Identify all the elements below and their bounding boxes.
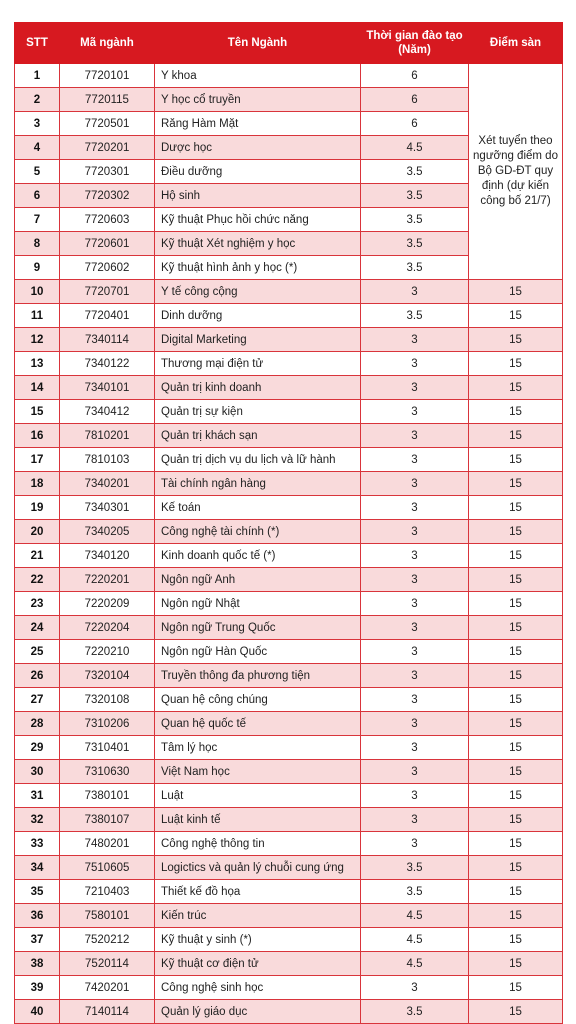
row-score: 15	[469, 760, 563, 784]
table-body	[15, 64, 563, 1024]
row-score: 15	[469, 976, 563, 1000]
row-duration: 3	[361, 688, 469, 712]
row-code: 7310630	[60, 760, 155, 784]
row-duration: 3	[361, 328, 469, 352]
row-code: 7340120	[60, 544, 155, 568]
row-name: Kỹ thuật y sinh (*)	[155, 928, 361, 952]
row-name: Công nghệ sinh học	[155, 976, 361, 1000]
row-name: Kỹ thuật cơ điện tử	[155, 952, 361, 976]
row-code: 7220209	[60, 592, 155, 616]
row-name: Quan hệ quốc tế	[155, 712, 361, 736]
row-stt: 4	[15, 136, 60, 160]
table-row	[15, 928, 563, 952]
row-duration: 3	[361, 568, 469, 592]
row-code: 7340412	[60, 400, 155, 424]
row-duration: 3	[361, 808, 469, 832]
row-code: 7720115	[60, 88, 155, 112]
row-duration: 3.5	[361, 256, 469, 280]
row-stt: 22	[15, 568, 60, 592]
row-code: 7310401	[60, 736, 155, 760]
table-row	[15, 952, 563, 976]
row-code: 7720603	[60, 208, 155, 232]
row-code: 7340122	[60, 352, 155, 376]
row-stt: 31	[15, 784, 60, 808]
row-stt: 30	[15, 760, 60, 784]
row-stt: 15	[15, 400, 60, 424]
row-stt: 37	[15, 928, 60, 952]
row-score: 15	[469, 808, 563, 832]
row-stt: 36	[15, 904, 60, 928]
row-stt: 34	[15, 856, 60, 880]
row-code: 7720602	[60, 256, 155, 280]
row-code: 7340114	[60, 328, 155, 352]
row-code: 7580101	[60, 904, 155, 928]
table-row	[15, 880, 563, 904]
row-code: 7720601	[60, 232, 155, 256]
row-duration: 3.5	[361, 856, 469, 880]
row-code: 7220210	[60, 640, 155, 664]
row-code: 7420201	[60, 976, 155, 1000]
row-name: Quan hệ công chúng	[155, 688, 361, 712]
row-name: Quản trị khách sạn	[155, 424, 361, 448]
row-name: Quản trị sự kiện	[155, 400, 361, 424]
row-score: 15	[469, 400, 563, 424]
row-score: 15	[469, 1000, 563, 1024]
row-stt: 33	[15, 832, 60, 856]
row-duration: 4.5	[361, 136, 469, 160]
row-code: 7720701	[60, 280, 155, 304]
row-duration: 4.5	[361, 952, 469, 976]
table-row	[15, 400, 563, 424]
row-score: 15	[469, 280, 563, 304]
row-code: 7520114	[60, 952, 155, 976]
row-score: 15	[469, 928, 563, 952]
table-row	[15, 784, 563, 808]
row-code: 7720201	[60, 136, 155, 160]
table-row	[15, 616, 563, 640]
row-score: 15	[469, 904, 563, 928]
row-name: Tài chính ngân hàng	[155, 472, 361, 496]
merged-score-note: Xét tuyển theo ngưỡng điểm do Bộ GD-ĐT quy định (dự kiến công bố 21/7)	[469, 64, 563, 280]
row-stt: 26	[15, 664, 60, 688]
row-code: 7720301	[60, 160, 155, 184]
row-score: 15	[469, 664, 563, 688]
row-duration: 3	[361, 376, 469, 400]
row-code: 7210403	[60, 880, 155, 904]
row-code: 7340101	[60, 376, 155, 400]
row-duration: 4.5	[361, 928, 469, 952]
header-row	[15, 23, 563, 64]
row-duration: 3	[361, 400, 469, 424]
header-stt: STT	[15, 23, 60, 64]
table-row	[15, 832, 563, 856]
admissions-table	[14, 22, 563, 1024]
table-row	[15, 712, 563, 736]
row-duration: 3	[361, 664, 469, 688]
row-duration: 3.5	[361, 232, 469, 256]
row-code: 7720101	[60, 64, 155, 88]
table-row	[15, 544, 563, 568]
row-duration: 6	[361, 112, 469, 136]
row-code: 7480201	[60, 832, 155, 856]
row-name: Y tế công cộng	[155, 280, 361, 304]
row-name: Dược học	[155, 136, 361, 160]
row-stt: 20	[15, 520, 60, 544]
row-stt: 35	[15, 880, 60, 904]
row-duration: 3	[361, 712, 469, 736]
row-code: 7720401	[60, 304, 155, 328]
row-stt: 32	[15, 808, 60, 832]
table-row	[15, 352, 563, 376]
row-score: 15	[469, 568, 563, 592]
row-name: Dinh dưỡng	[155, 304, 361, 328]
table-header	[15, 23, 563, 64]
table-row	[15, 976, 563, 1000]
row-name: Hộ sinh	[155, 184, 361, 208]
table-row	[15, 424, 563, 448]
row-score: 15	[469, 376, 563, 400]
row-name: Ngôn ngữ Nhật	[155, 592, 361, 616]
row-name: Truyền thông đa phương tiện	[155, 664, 361, 688]
row-stt: 9	[15, 256, 60, 280]
row-duration: 3.5	[361, 880, 469, 904]
row-code: 7810201	[60, 424, 155, 448]
row-name: Digital Marketing	[155, 328, 361, 352]
row-code: 7310206	[60, 712, 155, 736]
row-stt: 23	[15, 592, 60, 616]
header-name: Tên Ngành	[155, 23, 361, 64]
row-name: Ngôn ngữ Hàn Quốc	[155, 640, 361, 664]
table-row	[15, 640, 563, 664]
table-row	[15, 568, 563, 592]
row-name: Ngôn ngữ Anh	[155, 568, 361, 592]
row-stt: 8	[15, 232, 60, 256]
row-stt: 39	[15, 976, 60, 1000]
table-row	[15, 736, 563, 760]
row-stt: 5	[15, 160, 60, 184]
row-stt: 24	[15, 616, 60, 640]
table-row	[15, 328, 563, 352]
row-name: Thương mại điện tử	[155, 352, 361, 376]
row-stt: 3	[15, 112, 60, 136]
row-name: Thiết kế đồ họa	[155, 880, 361, 904]
row-score: 15	[469, 736, 563, 760]
row-duration: 3	[361, 616, 469, 640]
row-name: Ngôn ngữ Trung Quốc	[155, 616, 361, 640]
row-stt: 40	[15, 1000, 60, 1024]
row-code: 7220204	[60, 616, 155, 640]
row-duration: 3	[361, 520, 469, 544]
row-stt: 14	[15, 376, 60, 400]
row-duration: 3	[361, 640, 469, 664]
row-score: 15	[469, 784, 563, 808]
row-code: 7320108	[60, 688, 155, 712]
row-name: Luật kinh tế	[155, 808, 361, 832]
row-score: 15	[469, 688, 563, 712]
row-duration: 6	[361, 64, 469, 88]
row-score: 15	[469, 520, 563, 544]
row-score: 15	[469, 880, 563, 904]
row-duration: 3	[361, 736, 469, 760]
row-duration: 3	[361, 496, 469, 520]
table-row	[15, 64, 563, 88]
row-duration: 3	[361, 280, 469, 304]
row-stt: 10	[15, 280, 60, 304]
row-code: 7380107	[60, 808, 155, 832]
row-name: Luật	[155, 784, 361, 808]
row-name: Kỹ thuật Phục hồi chức năng	[155, 208, 361, 232]
row-duration: 3	[361, 472, 469, 496]
row-name: Kỹ thuật hình ảnh y học (*)	[155, 256, 361, 280]
row-code: 7720501	[60, 112, 155, 136]
row-stt: 19	[15, 496, 60, 520]
row-duration: 3	[361, 592, 469, 616]
row-duration: 3	[361, 424, 469, 448]
row-duration: 3	[361, 544, 469, 568]
row-score: 15	[469, 544, 563, 568]
row-duration: 3	[361, 832, 469, 856]
row-score: 15	[469, 856, 563, 880]
row-stt: 6	[15, 184, 60, 208]
table-row	[15, 280, 563, 304]
row-stt: 16	[15, 424, 60, 448]
row-score: 15	[469, 472, 563, 496]
row-stt: 13	[15, 352, 60, 376]
row-code: 7340201	[60, 472, 155, 496]
row-code: 7510605	[60, 856, 155, 880]
header-duration: Thời gian đào tạo (Năm)	[361, 23, 469, 64]
row-name: Kiến trúc	[155, 904, 361, 928]
row-score: 15	[469, 592, 563, 616]
row-name: Tâm lý học	[155, 736, 361, 760]
table-row	[15, 520, 563, 544]
table-row	[15, 496, 563, 520]
row-code: 7340301	[60, 496, 155, 520]
row-score: 15	[469, 352, 563, 376]
row-score: 15	[469, 448, 563, 472]
table-row	[15, 808, 563, 832]
row-duration: 3	[361, 784, 469, 808]
row-name: Y khoa	[155, 64, 361, 88]
table-row	[15, 904, 563, 928]
table-row	[15, 760, 563, 784]
row-score: 15	[469, 952, 563, 976]
row-stt: 29	[15, 736, 60, 760]
row-stt: 27	[15, 688, 60, 712]
admissions-table-container	[14, 22, 562, 1024]
row-duration: 3.5	[361, 208, 469, 232]
row-score: 15	[469, 640, 563, 664]
table-row	[15, 472, 563, 496]
row-stt: 21	[15, 544, 60, 568]
row-stt: 1	[15, 64, 60, 88]
row-name: Y học cổ truyền	[155, 88, 361, 112]
row-stt: 18	[15, 472, 60, 496]
row-stt: 12	[15, 328, 60, 352]
row-name: Điều dưỡng	[155, 160, 361, 184]
row-duration: 3	[361, 352, 469, 376]
row-code: 7380101	[60, 784, 155, 808]
row-duration: 3	[361, 760, 469, 784]
row-name: Quản trị dịch vụ du lịch và lữ hành	[155, 448, 361, 472]
row-duration: 3.5	[361, 184, 469, 208]
row-score: 15	[469, 496, 563, 520]
row-duration: 3.5	[361, 1000, 469, 1024]
table-row	[15, 688, 563, 712]
row-duration: 3.5	[361, 304, 469, 328]
table-row	[15, 664, 563, 688]
row-score: 15	[469, 712, 563, 736]
table-row	[15, 592, 563, 616]
row-score: 15	[469, 424, 563, 448]
row-name: Công nghệ tài chính (*)	[155, 520, 361, 544]
row-name: Răng Hàm Mặt	[155, 112, 361, 136]
row-name: Việt Nam học	[155, 760, 361, 784]
row-score: 15	[469, 304, 563, 328]
row-stt: 25	[15, 640, 60, 664]
row-duration: 3	[361, 448, 469, 472]
table-row	[15, 856, 563, 880]
table-row	[15, 1000, 563, 1024]
row-code: 7320104	[60, 664, 155, 688]
row-stt: 7	[15, 208, 60, 232]
row-code: 7720302	[60, 184, 155, 208]
row-stt: 17	[15, 448, 60, 472]
row-name: Kỹ thuật Xét nghiệm y học	[155, 232, 361, 256]
row-name: Quản trị kinh doanh	[155, 376, 361, 400]
row-code: 7810103	[60, 448, 155, 472]
row-duration: 3.5	[361, 160, 469, 184]
table-row	[15, 376, 563, 400]
row-code: 7220201	[60, 568, 155, 592]
row-duration: 3	[361, 976, 469, 1000]
row-duration: 4.5	[361, 904, 469, 928]
row-name: Logictics và quản lý chuỗi cung ứng	[155, 856, 361, 880]
row-name: Công nghệ thông tin	[155, 832, 361, 856]
row-stt: 28	[15, 712, 60, 736]
row-duration: 6	[361, 88, 469, 112]
row-name: Kinh doanh quốc tế (*)	[155, 544, 361, 568]
row-score: 15	[469, 328, 563, 352]
table-row	[15, 304, 563, 328]
row-stt: 2	[15, 88, 60, 112]
row-name: Kế toán	[155, 496, 361, 520]
row-name: Quản lý giáo dục	[155, 1000, 361, 1024]
row-score: 15	[469, 616, 563, 640]
row-code: 7520212	[60, 928, 155, 952]
header-score: Điểm sàn	[469, 23, 563, 64]
row-code: 7140114	[60, 1000, 155, 1024]
row-code: 7340205	[60, 520, 155, 544]
row-score: 15	[469, 832, 563, 856]
row-stt: 38	[15, 952, 60, 976]
table-row	[15, 448, 563, 472]
row-stt: 11	[15, 304, 60, 328]
header-code: Mã ngành	[60, 23, 155, 64]
